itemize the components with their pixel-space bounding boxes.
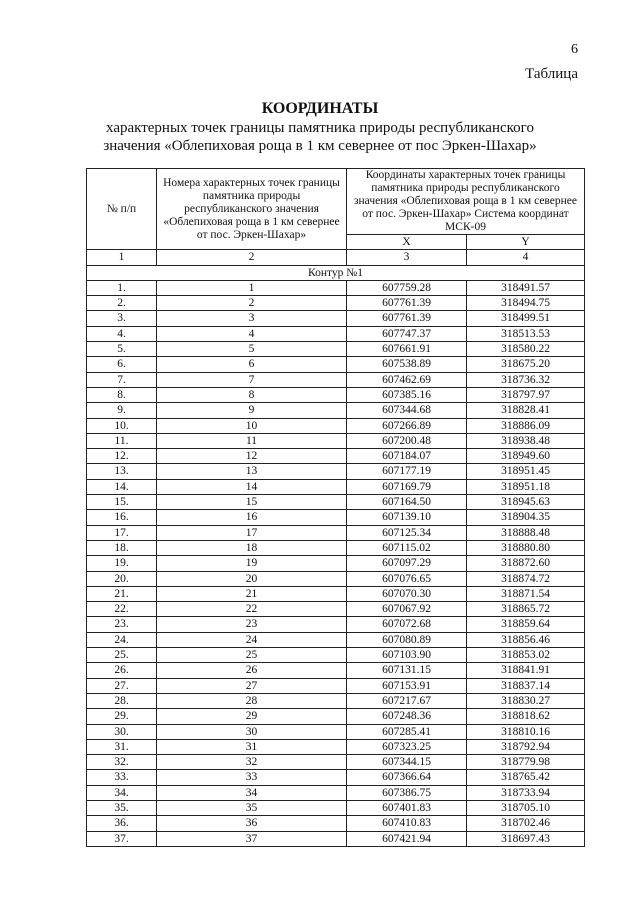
table-row [87, 831, 585, 846]
coord-y: 318499.51 [467, 311, 585, 326]
table-row [87, 770, 585, 785]
row-index: 12. [87, 449, 157, 464]
table-row [87, 403, 585, 418]
row-index: 32. [87, 755, 157, 770]
header-row [87, 169, 585, 235]
point-number: 21 [157, 586, 347, 601]
row-index: 23. [87, 617, 157, 632]
point-number: 9 [157, 403, 347, 418]
row-index: 33. [87, 770, 157, 785]
point-number: 28 [157, 693, 347, 708]
coord-x: 607421.94 [347, 831, 467, 846]
row-index: 24. [87, 632, 157, 647]
coord-y: 318841.91 [467, 663, 585, 678]
coord-y: 318765.42 [467, 770, 585, 785]
coord-y: 318818.62 [467, 709, 585, 724]
coord-x: 607344.15 [347, 755, 467, 770]
coord-x: 607761.39 [347, 296, 467, 311]
header-num-3: 3 [347, 250, 467, 265]
header-num-1: 1 [87, 250, 157, 265]
coord-y: 318494.75 [467, 296, 585, 311]
coord-x: 607538.89 [347, 357, 467, 372]
point-number: 4 [157, 326, 347, 341]
coord-x: 607759.28 [347, 280, 467, 295]
contour-label: Контур №1 [87, 265, 585, 280]
row-index: 26. [87, 663, 157, 678]
table-row [87, 326, 585, 341]
row-index: 29. [87, 709, 157, 724]
coord-x: 607344.68 [347, 403, 467, 418]
coord-x: 607076.65 [347, 571, 467, 586]
header-num-2: 2 [157, 250, 347, 265]
coord-x: 607661.91 [347, 342, 467, 357]
row-index: 30. [87, 724, 157, 739]
table-row [87, 663, 585, 678]
coord-x: 607366.64 [347, 770, 467, 785]
row-index: 7. [87, 372, 157, 387]
coord-x: 607248.36 [347, 709, 467, 724]
coord-x: 607115.02 [347, 540, 467, 555]
coord-x: 607323.25 [347, 739, 467, 754]
row-index: 2. [87, 296, 157, 311]
table-row [87, 540, 585, 555]
point-number: 2 [157, 296, 347, 311]
subtitle-line-2: значения «Облепиховая роща в 1 км севернее от пос Эркен-Шахар» [103, 138, 537, 154]
coord-y: 318810.16 [467, 724, 585, 739]
table-row [87, 296, 585, 311]
point-number: 20 [157, 571, 347, 586]
coord-y: 318792.94 [467, 739, 585, 754]
row-index: 11. [87, 433, 157, 448]
coord-y: 318697.43 [467, 831, 585, 846]
coord-y: 318874.72 [467, 571, 585, 586]
coord-y: 318797.97 [467, 387, 585, 402]
row-index: 14. [87, 479, 157, 494]
coord-y: 318580.22 [467, 342, 585, 357]
coord-x: 607080.89 [347, 632, 467, 647]
coord-x: 607410.83 [347, 816, 467, 831]
point-number: 16 [157, 510, 347, 525]
coord-y: 318951.18 [467, 479, 585, 494]
coord-x: 607747.37 [347, 326, 467, 341]
coord-x: 607125.34 [347, 525, 467, 540]
point-number: 19 [157, 556, 347, 571]
coord-x: 607164.50 [347, 495, 467, 510]
row-index: 4. [87, 326, 157, 341]
coord-x: 607097.29 [347, 556, 467, 571]
row-index: 13. [87, 464, 157, 479]
coord-y: 318886.09 [467, 418, 585, 433]
table-row [87, 617, 585, 632]
row-index: 27. [87, 678, 157, 693]
row-index: 8. [87, 387, 157, 402]
point-number: 24 [157, 632, 347, 647]
row-index: 21. [87, 586, 157, 601]
table-row [87, 602, 585, 617]
point-number: 34 [157, 785, 347, 800]
header-numbering-row [87, 250, 585, 265]
coord-x: 607177.19 [347, 464, 467, 479]
coord-y: 318830.27 [467, 693, 585, 708]
point-number: 25 [157, 648, 347, 663]
point-number: 11 [157, 433, 347, 448]
table-row [87, 571, 585, 586]
coord-x: 607217.67 [347, 693, 467, 708]
point-number: 29 [157, 709, 347, 724]
coord-y: 318951.45 [467, 464, 585, 479]
row-index: 17. [87, 525, 157, 540]
row-index: 36. [87, 816, 157, 831]
row-index: 31. [87, 739, 157, 754]
coord-y: 318736.32 [467, 372, 585, 387]
coord-y: 318865.72 [467, 602, 585, 617]
row-index: 5. [87, 342, 157, 357]
row-index: 22. [87, 602, 157, 617]
point-number: 8 [157, 387, 347, 402]
coord-x: 607462.69 [347, 372, 467, 387]
row-index: 34. [87, 785, 157, 800]
header-num-4: 4 [467, 250, 585, 265]
row-index: 3. [87, 311, 157, 326]
table-row [87, 479, 585, 494]
table-row [87, 372, 585, 387]
coord-y: 318779.98 [467, 755, 585, 770]
coord-y: 318904.35 [467, 510, 585, 525]
coord-x: 607103.90 [347, 648, 467, 663]
table-header [87, 169, 585, 281]
row-index: 28. [87, 693, 157, 708]
coord-y: 318702.46 [467, 816, 585, 831]
coord-x: 607285.41 [347, 724, 467, 739]
coord-y: 318872.60 [467, 556, 585, 571]
coord-y: 318675.20 [467, 357, 585, 372]
coord-x: 607385.16 [347, 387, 467, 402]
header-point-numbers: Номера характерных точек границы памятника природы республиканского значения «Облепиховая роща в 1 км севернее от пос. Эркен-Шахар» [157, 169, 347, 250]
row-index: 9. [87, 403, 157, 418]
table-row [87, 648, 585, 663]
table-row [87, 586, 585, 601]
coord-y: 318856.46 [467, 632, 585, 647]
coord-y: 318828.41 [467, 403, 585, 418]
coord-x: 607401.83 [347, 800, 467, 815]
table-row [87, 342, 585, 357]
row-index: 18. [87, 540, 157, 555]
table-row [87, 709, 585, 724]
point-number: 7 [157, 372, 347, 387]
row-index: 10. [87, 418, 157, 433]
row-index: 6. [87, 357, 157, 372]
header-y: Y [467, 235, 585, 250]
table-row [87, 755, 585, 770]
coord-x: 607169.79 [347, 479, 467, 494]
point-number: 27 [157, 678, 347, 693]
table-row [87, 418, 585, 433]
point-number: 23 [157, 617, 347, 632]
coord-y: 318853.02 [467, 648, 585, 663]
coord-x: 607067.92 [347, 602, 467, 617]
table-body [87, 280, 585, 846]
document-title: КООРДИНАТЫ [261, 100, 379, 117]
point-number: 13 [157, 464, 347, 479]
coord-y: 318705.10 [467, 800, 585, 815]
coord-y: 318888.48 [467, 525, 585, 540]
table-row [87, 800, 585, 815]
point-number: 35 [157, 800, 347, 815]
point-number: 6 [157, 357, 347, 372]
point-number: 22 [157, 602, 347, 617]
point-number: 26 [157, 663, 347, 678]
coord-x: 607386.75 [347, 785, 467, 800]
coord-y: 318733.94 [467, 785, 585, 800]
coordinates-table [86, 168, 585, 847]
coord-y: 318837.14 [467, 678, 585, 693]
table-row [87, 816, 585, 831]
table-row [87, 525, 585, 540]
coord-x: 607070.30 [347, 586, 467, 601]
table-row [87, 357, 585, 372]
header-number: № п/п [87, 169, 157, 250]
subtitle-line-1: характерных точек границы памятника природы республиканского [106, 120, 534, 136]
coord-y: 318938.48 [467, 433, 585, 448]
point-number: 17 [157, 525, 347, 540]
table-row [87, 449, 585, 464]
point-number: 12 [157, 449, 347, 464]
table-row [87, 280, 585, 295]
row-index: 15. [87, 495, 157, 510]
row-index: 25. [87, 648, 157, 663]
table-row [87, 387, 585, 402]
coord-x: 607131.15 [347, 663, 467, 678]
table-row [87, 433, 585, 448]
table-row [87, 632, 585, 647]
header-coordinates: Координаты характерных точек границы памятника природы республиканского значения «Облепиховая роща в 1 км севернее от пос. Эркен-Шахар» Система координат МСК-09 [347, 169, 585, 235]
coord-y: 318513.53 [467, 326, 585, 341]
coord-y: 318949.60 [467, 449, 585, 464]
coord-y: 318871.54 [467, 586, 585, 601]
row-index: 20. [87, 571, 157, 586]
row-index: 16. [87, 510, 157, 525]
coord-x: 607072.68 [347, 617, 467, 632]
point-number: 18 [157, 540, 347, 555]
point-number: 33 [157, 770, 347, 785]
table-label: Таблица [525, 66, 578, 82]
row-index: 1. [87, 280, 157, 295]
coord-x: 607184.07 [347, 449, 467, 464]
point-number: 30 [157, 724, 347, 739]
coord-x: 607139.10 [347, 510, 467, 525]
coord-x: 607200.48 [347, 433, 467, 448]
table-row [87, 495, 585, 510]
table-row [87, 693, 585, 708]
row-index: 37. [87, 831, 157, 846]
row-index: 35. [87, 800, 157, 815]
point-number: 36 [157, 816, 347, 831]
point-number: 14 [157, 479, 347, 494]
coord-x: 607153.91 [347, 678, 467, 693]
table-row [87, 556, 585, 571]
table-row [87, 678, 585, 693]
point-number: 15 [157, 495, 347, 510]
page-number: 6 [571, 42, 578, 57]
contour-row [87, 265, 585, 280]
point-number: 32 [157, 755, 347, 770]
point-number: 1 [157, 280, 347, 295]
coord-y: 318859.64 [467, 617, 585, 632]
table-row [87, 724, 585, 739]
point-number: 37 [157, 831, 347, 846]
point-number: 10 [157, 418, 347, 433]
table-row [87, 311, 585, 326]
point-number: 31 [157, 739, 347, 754]
table-row [87, 785, 585, 800]
table-row [87, 739, 585, 754]
point-number: 3 [157, 311, 347, 326]
row-index: 19. [87, 556, 157, 571]
coord-y: 318880.80 [467, 540, 585, 555]
table-row [87, 464, 585, 479]
document-subtitle [0, 119, 640, 155]
header-x: X [347, 235, 467, 250]
table-row [87, 510, 585, 525]
coord-y: 318491.57 [467, 280, 585, 295]
coord-x: 607761.39 [347, 311, 467, 326]
coord-x: 607266.89 [347, 418, 467, 433]
point-number: 5 [157, 342, 347, 357]
coord-y: 318945.63 [467, 495, 585, 510]
